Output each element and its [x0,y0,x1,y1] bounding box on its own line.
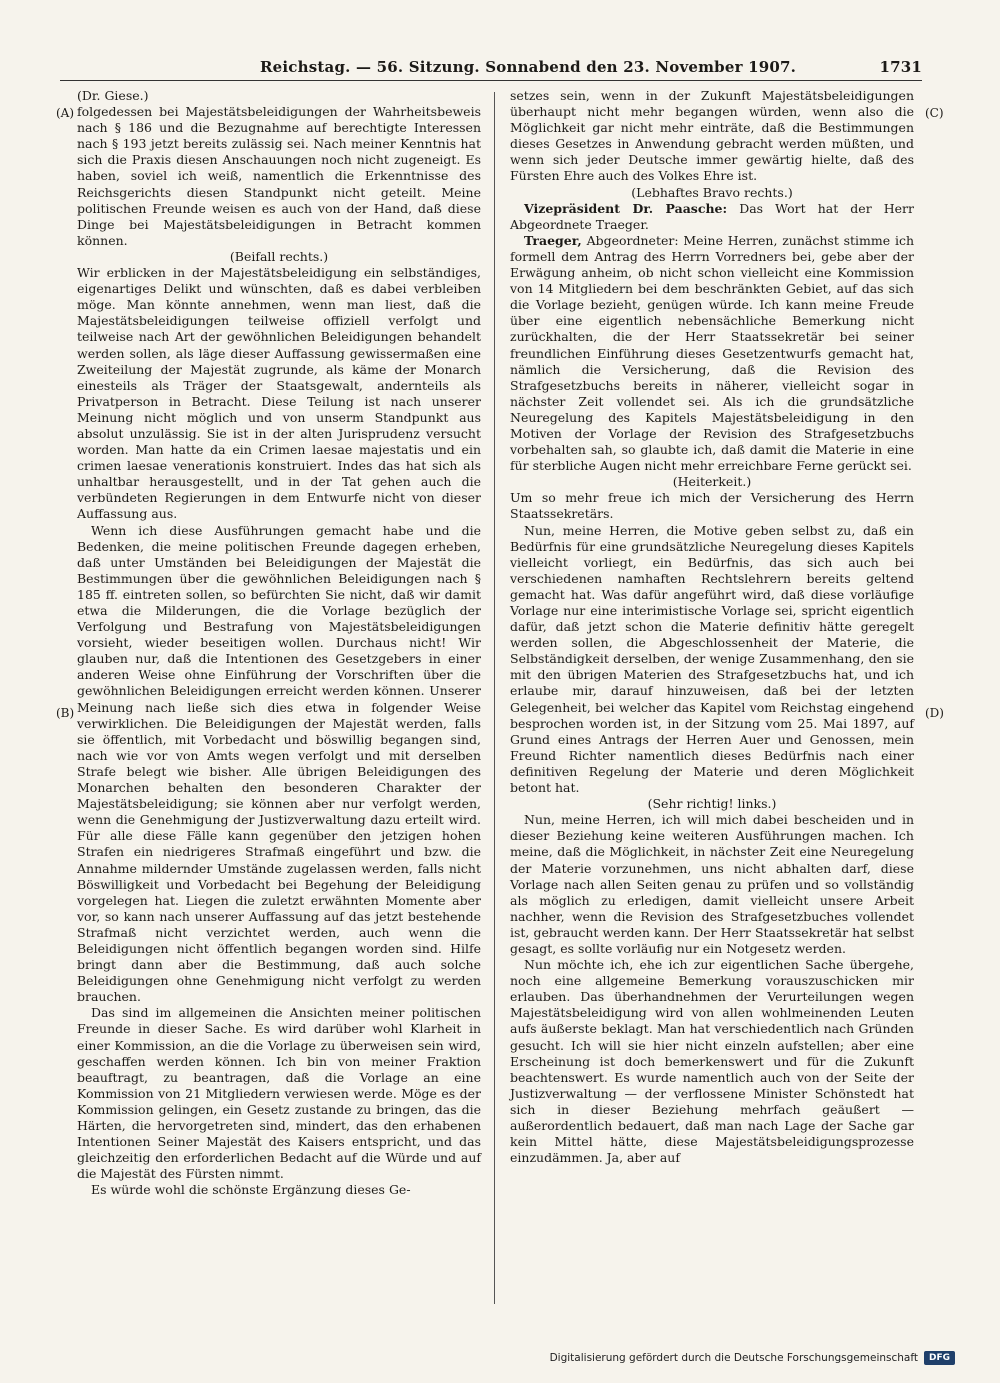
margin-marker-c: (C) [925,106,944,120]
paragraph: Wenn ich diese Ausführungen gemacht habe und die Bedenken, die meine politischen Freunde dagegen erheben, daß unter Umständen bei Beleidigungen der Majestät die Bestimmungen über die gewöhnlichen Beleidigungen nach § 185 ff. eintreten sollen, so befürchten Sie nicht, daß wir damit etwa die Milderungen, die die Vorlage bezüglich der Verfolgung und Bestrafung von Majestätsbeleidigungen vorsieht, wieder beseitigen wollen. Durchaus nicht! Wir glauben nur, daß die Intentionen des Gesetzgebers in einer anderen Weise ohne Einführung der Vorschriften über die gewöhnlichen Beleidigungen erreicht werden können. Unserer Meinung nach ließe sich dies etwa in folgender Weise verwirklichen. Die Beleidigungen der Majestät werden, falls sie öffentlich, mit Vorbedacht und böswillig begangen sind, nach wie vor von Amts wegen verfolgt und mit derselben Strafe belegt wie bisher. Alle übrigen Beleidigungen des Monarchen behalten den besonderen Charakter der Majestätsbeleidigung; sie können aber nur verfolgt werden, wenn die Genehmigung der Justizverwaltung dazu erteilt wird. Für alle diese Fälle kann gegenüber den jetzigen hohen Strafen ein niedrigeres Strafmaß eingeführt und bzw. die Annahme mildernder Umstände zugelassen werden, falls nicht Böswilligkeit und Vorbedacht bei Begehung der Beleidigung vorgelegen hat. Liegen die zuletzt erwähnten Momente aber vor, so kann nach unserer Auffassung auf das jetzt bestehende Strafmaß nicht verzichtet werden, auch wenn die Beleidigungen nicht öffentlich begangen worden sind. Hilfe bringt dann aber die Bestimmung, daß auch solche Beleidigungen ohne Genehmigung nicht verfolgt zu werden brauchen. [77,522,481,1005]
traeger-speech-intro [510,233,914,474]
speaker-name: Vizepräsident Dr. Paasche: [524,200,728,216]
paragraph: Es würde wohl die schönste Ergänzung dieses Ge- [91,1182,411,1198]
remark-text: Das Wort hat der Herr Abgeordnete Traeger. [510,200,914,232]
dfg-logo[interactable]: DFG [924,1351,955,1365]
page-number: 1731 [879,58,922,76]
audience-reaction: (Beifall rechts.) [229,248,329,264]
right-column [510,88,914,1166]
funding-footer [550,1351,955,1365]
paragraph: Nun, meine Herren, ich will mich dabei bescheiden und in dieser Beziehung keine weiteren Ausführungen machen. Ich meine, daß die Möglichkeit, in nächster Zeit eine Neuregelung der Materie vorzunehmen, uns nicht abhalten darf, diese Vorlage nach allen Seiten genau zu prüfen und so vollständig als möglich zu erledigen, damit vielleicht unsere Arbeit nachher, wenn die Revision des Strafgesetzbuches vollendet ist, gebraucht werden kann. Der Herr Staatssekretär hat selbst gesagt, es sollte vorläufig nur ein Notgesetz werden. [510,812,914,956]
audience-reaction: (Lebhaftes Bravo rechts.) [631,184,793,200]
footer-text: Digitalisierung gefördert durch die Deutsche Forschungsgemeinschaft [549,1352,918,1364]
paragraph: setzes sein, wenn in der Zukunft Majestätsbeleidigungen überhaupt nicht mehr begangen würden, wenn also die Möglichkeit gar nicht mehr einträte, daß die Bestimmungen dieses Gesetzes in Anwendung gebracht werden müßten, und wenn sich jeder Deutsche immer gewärtig hielte, daß des Fürsten Ehre auch des Volkes Ehre ist. [510,88,914,184]
paragraph: Nun möchte ich, ehe ich zur eigentlichen Sache übergehe, noch eine allgemeine Bemerkung vorauszuschicken mir erlauben. Das überhandnehmen der Verurteilungen wegen Majestätsbeleidigung wird von allen wohlmeinenden Leuten aufs äußerste beklagt. Man hat verschiedentlich nach Gründen gesucht. Ich will sie hier nicht einzeln aufstellen; aber eine Erscheinung ist doch bemerkenswert und für die Zukunft beachtenswert. Es wurde namentlich auch von der Seite der Justizverwaltung — der verflossene Minister Schönstedt hat sich in dieser Beziehung mehrfach geäußert — außerordentlich bedauert, daß man nach Lage der Sache gar kein Mittel hätte, diese Majestätsbeleidigungsprozesse einzudämmen. Ja, aber auf [510,957,914,1166]
speaker-continuation: (Dr. Giese.) [77,88,149,103]
paragraph: Wir erblicken in der Majestätsbeleidigung ein selbständiges, eigenartiges Delikt und wünschten, daß es dabei verbleiben möge. Man könnte annehmen, wenn man liest, daß die Majestätsbeleidigungen teilweise offiziell verfolgt und teilweise nach Art der gewöhnlichen Beleidigungen behandelt werden sollen, als läge dieser Auffassung gewissermaßen eine Zweiteilung der Majestät zugrunde, als käme der Monarch einesteils als Träger der Staatsgewalt, andernteils als Privatperson in Betracht. Diese Teilung ist nach unserer Meinung nicht möglich und von unserm Standpunkt aus absolut unzulässig. Sie ist in der alten Jurisprudenz versucht worden. Man hatte da ein Crimen laesae majestatis und ein crimen laesae venerationis konstruiert. Indes das hat sich als unhaltbar herausgestellt, und in der Tat gehen auch die verbündeten Regierungen in dem Entwurfe nicht von dieser Auffassung aus. [77,265,481,522]
header-rule [60,80,922,81]
audience-reaction: (Sehr richtig! links.) [647,796,777,812]
audience-reaction: (Heiterkeit.) [672,474,752,490]
margin-marker-a: (A) [56,106,75,120]
column-divider [494,92,495,1304]
left-column [77,88,481,1198]
header-title: Reichstag. — 56. Sitzung. Sonnabend den 23. November 1907. [260,58,797,76]
paragraph: Um so mehr freue ich mich der Versicherung des Herrn Staatssekretärs. [510,490,914,522]
paragraph: Nun, meine Herren, die Motive geben selbst zu, daß ein Bedürfnis für eine grundsätzliche Neuregelung dieses Kapitels vielleicht vorliegt, ein Bedürfnis, das sich auch bei verschiedenen namhaften Rechtslehrern bereits geltend gemacht hat. Was dafür angeführt wird, daß diese vorläufige Vorlage nur eine interimistische Vorlage sei, spricht eigentlich dafür, daß jetzt schon die Materie definitiv hätte geregelt werden sollen, die Abgeschlossenheit der Materie, die Selbständigkeit derselben, der wenige Zusammenhang, den sie mit den übrigen Materien des Strafgesetzbuchs hat, und ich erlaube mir, darauf hinzuweisen, daß bei der letzten Gelegenheit, bei welcher das Kapitel vom Reichstag eingehend besprochen worden ist, in der Sitzung vom 25. Mai 1897, auf Grund eines Antrags der Herren Auer und Genossen, mein Freund Richter namentlich dieses Bedürfnis nach einer definitiven Regelung der Materie und deren Möglichkeit betont hat. [510,522,914,796]
page-header [60,58,922,80]
speaker-name: Traeger, [524,232,582,248]
paragraph: Das sind im allgemeinen die Ansichten meiner politischen Freunde in dieser Sache. Es wird darüber wohl Klarheit in einer Kommission, an die die Vorlage zu überweisen sein wird, geschaffen werden können. Ich bin von meiner Fraktion beauftragt, zu beantragen, daß die Vorlage an eine Kommission von 21 Mitgliedern verwiesen werde. Möge es der Kommission gelingen, ein Gesetz zustande zu bringen, das die Härten, die hervorgetreten sind, mindert, das den erhabenen Intentionen Seiner Majestät des Kaisers entspricht, und das gleichzeitig den erforderlichen Bedacht auf die Würde und auf die Majestät des Fürsten nimmt. [77,1005,481,1182]
margin-marker-b: (B) [56,706,75,720]
margin-marker-d: (D) [925,706,944,720]
vice-president-remark [510,201,914,233]
speech-text: Abgeordneter: Meine Herren, zunächst stimme ich formell dem Antrag des Herrn Vorredners bei, gebe aber der Erwägung anheim, ob nicht schon vielleicht eine Kommission von 14 Mitgliedern bei dem beschränkten Gebiet, auf das sich die Vorlage bezieht, genügen würde. Ich kann meine Freude über eine eigentlich nebensächliche Bemerkung nicht zurückhalten, die der Herr Staatssekretär bei seiner freundlichen Einführung dieses Gesetzentwurfs gemacht hat, nämlich die Versicherung, daß die Revision des Strafgesetzbuchs bereits in näherer, vielleicht sogar in nächster Zeit vollendet sei. Als ich die grundsätzliche Neuregelung des Kapitels Majestätsbeleidigung in den Motiven der Vorlage der Revision des Strafgesetzbuchs vorbehalten sah, so glaubte ich, daß damit die Materie in eine für sterbliche Augen nicht mehr erreichbare Ferne gerückt sei. [510,232,914,474]
paragraph: folgedessen bei Majestätsbeleidigungen der Wahrheitsbeweis nach § 186 und die Bezugnahme auf berechtigte Interessen nach § 193 jetzt bereits zulässig sei. Nach meiner Kenntnis hat sich die Praxis diesen Anschauungen noch nicht zugeneigt. Es haben, soviel ich weiß, namentlich die Erkenntnisse des Reichsgerichts diesen Standpunkt nicht geteilt. Meine politischen Freunde weisen es auch von der Hand, daß diese Dinge bei Majestätsbeleidigungen in Betracht kommen können. [77,104,481,248]
